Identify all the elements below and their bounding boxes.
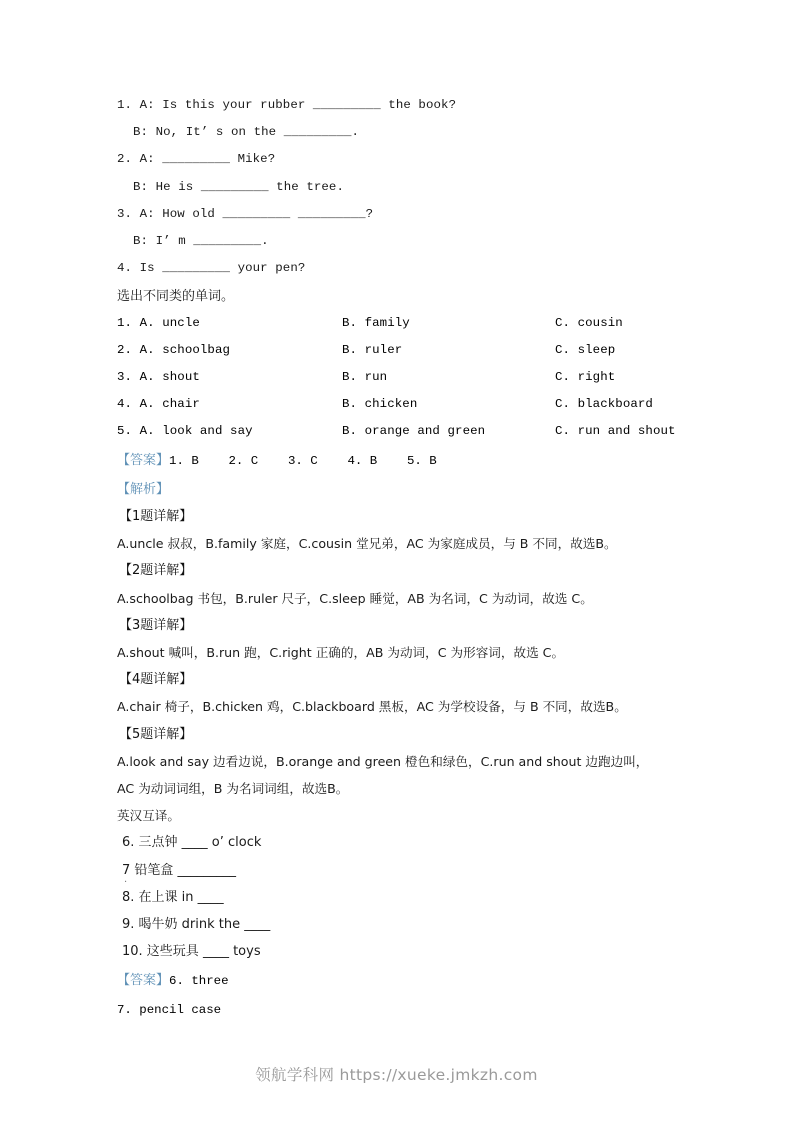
translate-answer-value: 6. three [169,973,229,988]
question-line: 3. A: How old _________ _________? [117,206,374,221]
mc-option-b: B. orange and green [342,424,486,439]
translate-item: 8. 在上课 in ____ [122,889,224,905]
mc-option-c: C. cousin [555,315,623,330]
mc-option-a: 4. A. chair [117,397,200,412]
mc-row [110,391,690,418]
mc-section-title: 选出不同类的单词。 [117,288,235,304]
explanation-heading: 【3题详解】 [119,617,193,633]
analysis-tag: 【解析】 [117,481,170,497]
explanation-body: A.schoolbag 书包，B.ruler 尺子，C.sleep 睡觉，AB 为名词，C 为动词，故选 C。 [117,590,593,606]
translate-answer-row [110,995,690,1024]
question-subline: B: I’ m _________. [133,234,269,249]
mc-row [110,364,690,391]
mc-option-c: C. sleep [555,342,616,357]
mc-questions-group [110,310,690,446]
mc-answer-values: 1. B 2. C 3. C 4. B 5. B [169,453,437,468]
mc-row [110,418,690,445]
mc-option-b: B. chicken [342,397,418,412]
document-content [110,92,690,1024]
question-line: 2. A: _________ Mike? [117,152,276,167]
question-subline: B: He is _________ the tree. [133,179,344,194]
explanation-heading: 【5题详解】 [119,726,193,742]
mc-answer-row [110,446,690,475]
mc-option-b: B. ruler [342,342,403,357]
explanation-body: A.shout 喊叫，B.run 跑，C.right 正确的，AB 为动词，C 为形容词，故选 C。 [117,645,565,661]
mc-option-b: B. family [342,315,410,330]
mc-row [110,310,690,337]
question-subline: B: No, It’ s on the _________. [133,125,360,140]
mc-option-a: 3. A. shout [117,370,200,385]
fill-in-questions-group [110,92,690,282]
mc-option-b: B. run [342,370,388,385]
translate-answer-row [110,966,690,995]
explanation-body: A.chair 椅子，B.chicken 鸡，C.blackboard 黑板，AC 为学校设备，与 B 不同，故选B。 [117,699,627,715]
analysis-row [110,475,690,503]
translate-item: 6. 三点钟 ____ o’ clock [122,835,262,851]
mc-option-c: C. right [555,370,616,385]
translate-item: 9. 喝牛奶 drink the ____ [122,917,271,933]
question-line: 1. A: Is this your rubber _________ the book? [117,98,457,112]
mc-option-a: 5. A. look and say [117,424,253,439]
explanation-heading: 【2题详解】 [119,563,193,579]
answer-tag: 【答案】 [117,972,170,988]
mc-option-c: C. blackboard [555,397,653,412]
translate-item-text: 7 铅笔盒 _________ [122,862,237,878]
question-line: 4. Is _________ your pen? [117,261,306,276]
explanation-body: A.uncle 叔叔，B.family 家庭，C.cousin 堂兄弟，AC 为家庭成员，与 B 不同，故选B。 [117,536,617,552]
translate-item: 10. 这些玩具 ____ toys [122,944,261,960]
explanation-body-continued: AC 为动词词组，B 为名词词组，故选B。 [117,781,349,797]
answer-tag: 【答案】 [117,452,170,468]
explanation-heading: 【4题详解】 [119,672,193,688]
stray-punctuation-mark: · [124,876,128,888]
explanation-body: A.look and say 边看边说，B.orange and green 橙色和绿色，C.run and shout 边跑边叫， [117,753,649,769]
site-watermark: 领航学科网 https://xueke.jmkzh.com [255,1066,538,1084]
mc-option-a: 1. A. uncle [117,315,200,330]
mc-option-a: 2. A. schoolbag [117,342,231,357]
mc-row [110,337,690,364]
mc-option-c: C. run and shout [555,424,676,439]
translate-item [110,857,690,888]
translate-section-title: 英汉互译。 [117,808,180,824]
explanation-heading: 【1题详解】 [119,509,193,525]
translate-answer-value: 7. pencil case [117,1002,222,1017]
